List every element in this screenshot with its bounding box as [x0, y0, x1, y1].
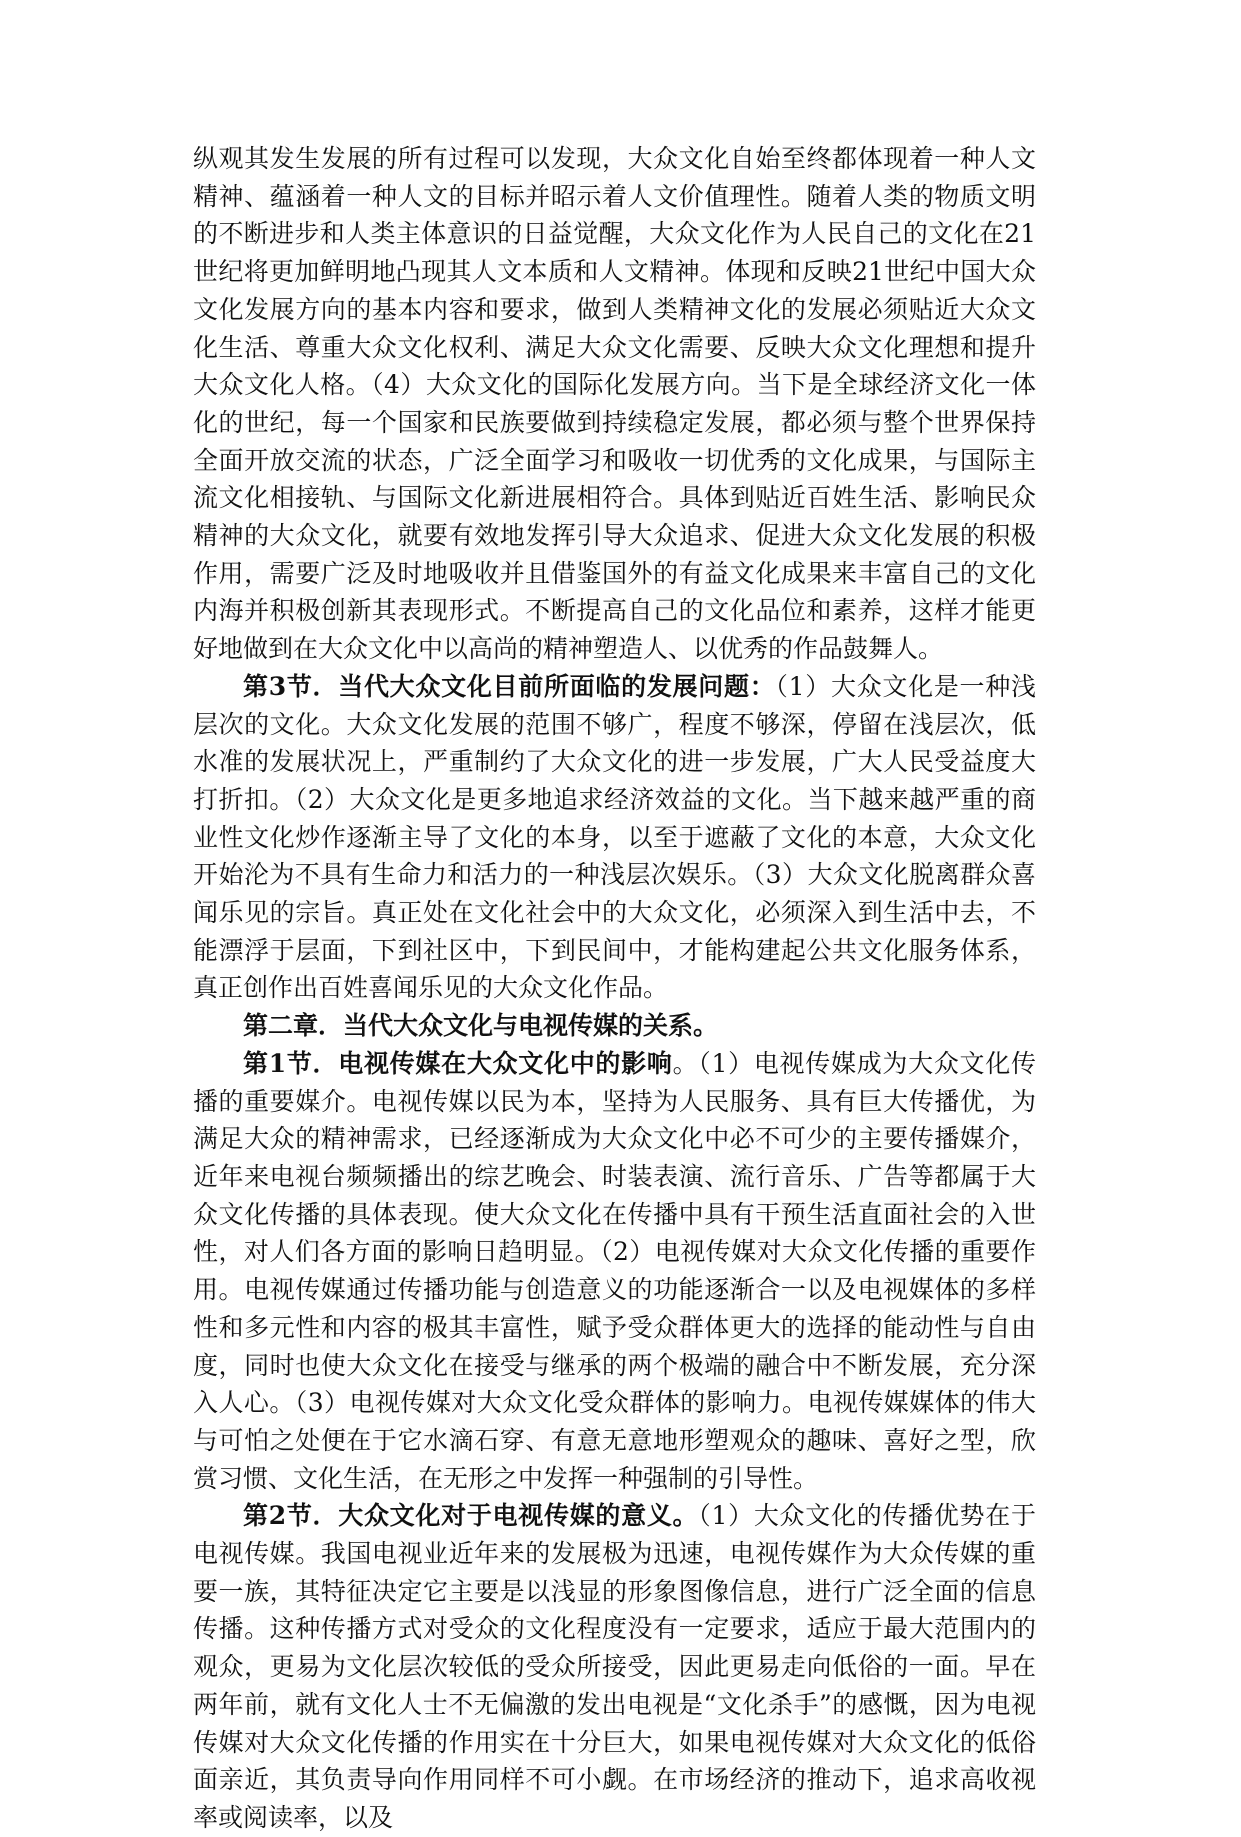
paragraph-section-2 [193, 1497, 1036, 1836]
paragraph-section-3 [193, 668, 1036, 1007]
section-1-body: 。（1）电视传媒成为大众文化传播的重要媒介。电视传媒以民为本，坚持为人民服务、具有巨大传播优，为满足大众的精神需求，已经逐渐成为大众文化中必不可少的主要传播媒介，近年来电视台频频播出的综艺晚会、时装表演、流行音乐、广告等都属于大众文化传播的具体表现。使大众文化在传播中具有干预生活直面社会的入世性，对人们各方面的影响日趋明显。（2）电视传媒对大众文化传播的重要作用。电视传媒通过传播功能与创造意义的功能逐渐合一以及电视媒体的多样性和多元性和内容的极其丰富性，赋予受众群体更大的选择的能动性与自由度，同时也使大众文化在接受与继承的两个极端的融合中不断发展，充分深入人心。（3）电视传媒对大众文化受众群体的影响力。电视传媒媒体的伟大与可怕之处便在于它水滴石穿、有意无意地形塑观众的趣味、喜好之型，欣赏习惯、文化生活，在无形之中发挥一种强制的引导性。 [193, 1048, 1036, 1493]
paragraph-section-1 [193, 1045, 1036, 1497]
section-2-heading: 第2节．大众文化对于电视传媒的意义。 [243, 1501, 699, 1531]
section-1-heading: 第1节．电视传媒在大众文化中的影响 [243, 1048, 673, 1078]
chapter-2-heading: 第二章．当代大众文化与电视传媒的关系。 [243, 1011, 719, 1041]
section-3-heading: 第3节．当代大众文化目前所面临的发展问题： [243, 671, 776, 701]
document-page [193, 140, 1036, 1837]
section-3-body: （1）大众文化是一种浅层次的文化。大众文化发展的范围不够广，程度不够深，停留在浅层次，低水准的发展状况上，严重制约了大众文化的进一步发展，广大人民受益度大打折扣。（2）大众文化是更多地追求经济效益的文化。当下越来越严重的商业性文化炒作逐渐主导了文化的本身，以至于遮蔽了文化的本意，大众文化开始沦为不具有生命力和活力的一种浅层次娱乐。（3）大众文化脱离群众喜闻乐见的宗旨。真正处在文化社会中的大众文化，必须深入到生活中去，不能漂浮于层面，下到社区中，下到民间中，才能构建起公共文化服务体系，真正创作出百姓喜闻乐见的大众文化作品。 [193, 671, 1036, 1003]
section-2-body: （1）大众文化的传播优势在于电视传媒。我国电视业近年来的发展极为迅速，电视传媒作为大众传媒的重要一族，其特征决定它主要是以浅显的形象图像信息，进行广泛全面的信息传播。这种传播方式对受众的文化程度没有一定要求，适应于最大范围内的观众，更易为文化层次较低的受众所接受，因此更易走向低俗的一面。早在两年前，就有文化人士不无偏激的发出电视是“文化杀手”的感慨，因为电视传媒对大众文化传播的作用实在十分巨大，如果电视传媒对大众文化的低俗面亲近，其负责导向作用同样不可小觑。在市场经济的推动下，追求高收视率或阅读率，以及 [193, 1501, 1036, 1832]
paragraph-humanistic-direction: 纵观其发生发展的所有过程可以发现，大众文化自始至终都体现着一种人文精神、蕴涵着一种人文的目标并昭示着人文价值理性。随着人类的物质文明的不断进步和人类主体意识的日益觉醒，大众文化作为人民自己的文化在21世纪将更加鲜明地凸现其人文本质和人文精神。体现和反映21世纪中国大众文化发展方向的基本内容和要求，做到人类精神文化的发展必须贴近大众文化生活、尊重大众文化权利、满足大众文化需要、反映大众文化理想和提升大众文化人格。（4）大众文化的国际化发展方向。当下是全球经济文化一体化的世纪，每一个国家和民族要做到持续稳定发展，都必须与整个世界保持全面开放交流的状态，广泛全面学习和吸收一切优秀的文化成果，与国际主流文化相接轨、与国际文化新进展相符合。具体到贴近百姓生活、影响民众精神的大众文化，就要有效地发挥引导大众追求、促进大众文化发展的积极作用，需要广泛及时地吸收并且借鉴国外的有益文化成果来丰富自己的文化内海并积极创新其表现形式。不断提高自己的文化品位和素养，这样才能更好地做到在大众文化中以高尚的精神塑造人、以优秀的作品鼓舞人。 [193, 144, 1036, 664]
